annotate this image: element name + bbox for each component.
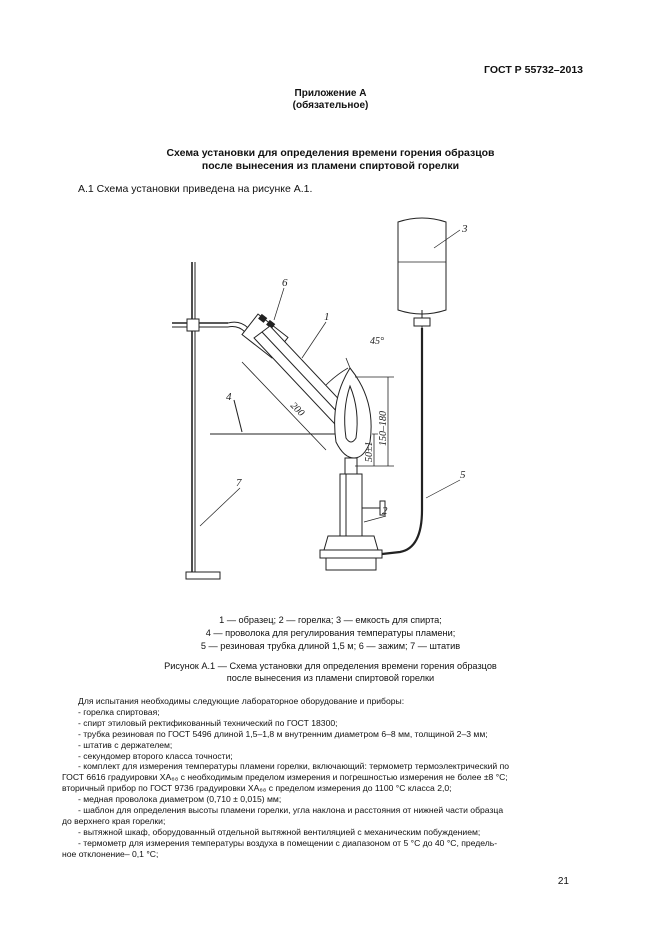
label-dim-150-180: 150–180 bbox=[378, 411, 389, 446]
body-line: - комплект для измерения температуры пламени горелки, включающий: термометр термоэлектрический по bbox=[78, 761, 510, 772]
appendix-note: (обязательное) bbox=[292, 100, 369, 111]
body-line: - вытяжной шкаф, оборудованный отдельной вытяжной вентиляцией с механическим побуждением; bbox=[78, 826, 481, 837]
label-angle: 45° bbox=[370, 336, 384, 347]
legend-line-3: 5 — резиновая трубка длиной 1,5 м; 6 — зажим; 7 — штатив bbox=[200, 641, 461, 651]
body-line: ное отклонение– 0,1 °С; bbox=[62, 848, 159, 859]
apparatus-drawing bbox=[150, 210, 500, 595]
figure-caption-line2: после вынесения из пламени спиртовой горелки bbox=[226, 673, 435, 683]
section-title-line2: после вынесения из пламени спиртовой горелки bbox=[201, 160, 460, 172]
body-line: до верхнего края горелки; bbox=[62, 815, 166, 826]
body-line: - термометр для измерения температуры воздуха в помещении с диапазоном от 5 °С до 40 °С, предель- bbox=[78, 837, 498, 848]
apparatus-figure bbox=[150, 210, 500, 595]
label-dim-200: 200 bbox=[287, 400, 307, 419]
body-line: ГОСТ 6616 градуировки ХА₆₈ с необходимым пределом измерения и погрешностью измерения не более ±8 °С; bbox=[62, 772, 508, 783]
body-line: - спирт этиловый ректификованный технический по ГОСТ 18300; bbox=[78, 717, 338, 728]
label-5: 5 bbox=[460, 469, 466, 481]
standard-header: ГОСТ Р 55732–2013 bbox=[484, 64, 583, 76]
label-7: 7 bbox=[236, 477, 242, 489]
intro-paragraph: А.1 Схема установки приведена на рисунке А.1. bbox=[78, 183, 313, 195]
body-line: - шаблон для определения высоты пламени горелки, угла наклона и расстояния от нижней части образца bbox=[78, 805, 504, 816]
body-line: - секундомер второго класса точности; bbox=[78, 750, 233, 761]
body-line: Для испытания необходимы следующие лабораторное оборудование и приборы: bbox=[78, 696, 405, 706]
body-line: - трубка резиновая по ГОСТ 5496 длиной 1,5–1,8 м внутренним диаметром 6–8 мм, толщиной 2–3 мм; bbox=[78, 728, 488, 739]
label-1: 1 bbox=[324, 311, 330, 323]
section-title-line1: Схема установки для определения времени горения образцов bbox=[166, 147, 495, 159]
appendix-title: Приложение А bbox=[294, 88, 367, 99]
body-line: - медная проволока диаметром (0,710 ± 0,015) мм; bbox=[78, 794, 282, 805]
label-2: 2 bbox=[382, 505, 388, 517]
label-4: 4 bbox=[226, 391, 232, 403]
label-dim-50: 50±1 bbox=[364, 441, 375, 462]
alcohol-container bbox=[398, 218, 446, 314]
body-line: вторичный прибор по ГОСТ 9736 градуировки ХА₆₈ с пределом измерения до 1100 °С класса 2,0; bbox=[62, 783, 452, 794]
label-3: 3 bbox=[462, 223, 468, 235]
page-number: 21 bbox=[557, 876, 569, 887]
body-line: - горелка спиртовая; bbox=[78, 706, 160, 717]
stand-base bbox=[186, 572, 220, 579]
legend-line-2: 4 — проволока для регулирования температуры пламени; bbox=[205, 628, 456, 638]
body-line: - штатив с держателем; bbox=[78, 739, 173, 750]
equipment-list bbox=[62, 696, 581, 860]
label-6: 6 bbox=[282, 277, 288, 289]
figure-caption-line1: Рисунок А.1 — Схема установки для определения времени горения образцов bbox=[164, 661, 497, 671]
legend-line-1: 1 — образец; 2 — горелка; 3 — емкость для спирта; bbox=[219, 615, 442, 625]
burner bbox=[340, 474, 362, 536]
